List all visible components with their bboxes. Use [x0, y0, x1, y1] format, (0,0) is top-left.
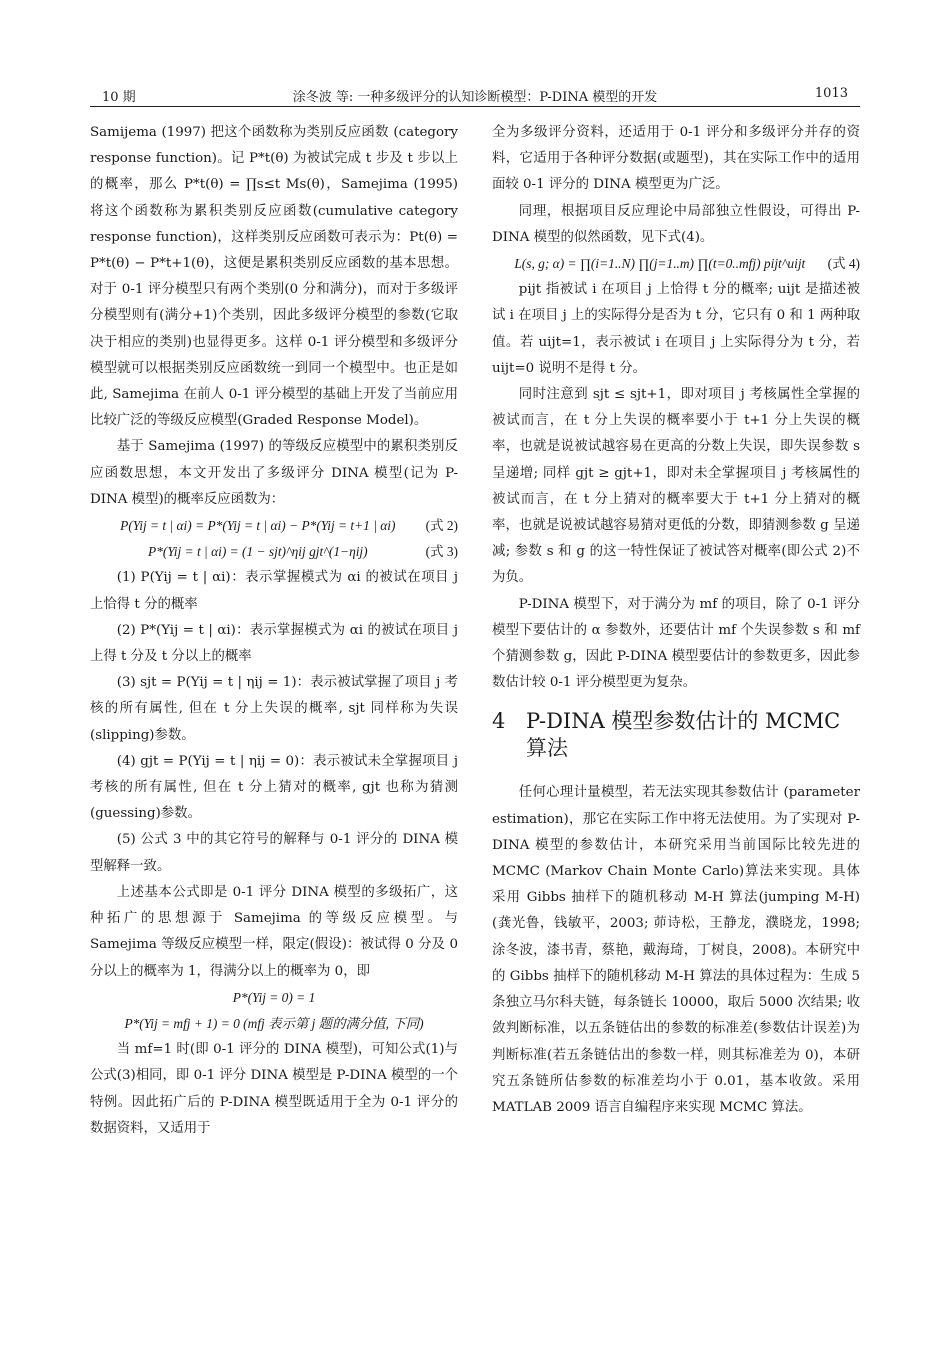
equation-3-number: (式 3): [425, 544, 458, 560]
paragraph-applicability: 全为多级评分资料，还适用于 0-1 评分和多级评分并存的资料，它适用于各种评分数据(或题型)，其在实际工作中的适用面较 0-1 评分的 DINA 模型更为广泛。: [492, 125, 860, 193]
running-title: 涂冬波 等: 一种多级评分的认知诊断模型：P-DINA 模型的开发: [292, 90, 658, 105]
paragraph-pdina-intro: 基于 Samejima (1997) 的等级反应模型中的累积类别反应函数思想，本文开发出了多级评分 DINA 模型(记为 P-DINA 模型)的概率反应函数为：: [90, 439, 458, 507]
running-header: [90, 80, 860, 107]
equation-4: [492, 251, 860, 277]
paragraph-parameter-count: P-DINA 模型下，对于满分为 mf 的项目，除了 0-1 评分模型下要估计的 α 参数外，还要估计 mf 个失误参数 s 和 mf 个猜测参数 g，因此 P-DINA 模型要估计的参数更多，因此参数估计较 0-1 评分模型更为复杂。: [492, 596, 860, 691]
equation-2: [90, 513, 458, 539]
equation-2-number: (式 2): [425, 518, 458, 534]
equation-boundary-zero: P*(Yij = 0) = 1: [232, 989, 316, 1005]
paragraph-cumulative-function: Samijema (1997) 把这个函数称为类别反应函数 (category response function)。记 P*t(θ) 为被试完成 t 步及 t 步以上的概率，那么 P*t(θ) = ∏s≤t Ms(θ)，Samejima (1995) 将这个函数称为累积类别反应函数(cumulative category response function)，这样类别反应函数可表示为：Pt(θ) = P*t(θ) − P*t+1(θ)，这便是累积类别反应函数的基本思想。对于 0-1 评分模型只有两个类别(0 分和满分)，而对于多级评分模型则有(满分+1)个类别，因此多级评分模型的参数(它取决于相应的类别)也显得更多。这样 0-1 评分模型和多级评分模型就可以根据类别反应函数统一到同一个模型中。也正是如此, Samejima 在前人 0-1 评分模型的基础上开发了当前应用比较广泛的等级反应模型(Graded Response Model)。: [90, 125, 458, 429]
definition-item-4: (4) gjt = P(Yij = t | ηij = 0)：表示被试未全掌握项目 j 考核的所有属性, 但在 t 分上猜对的概率, gjt 也称为猜测(guessing)参数。: [90, 753, 458, 822]
equation-4-number: (式 4): [827, 256, 860, 272]
definition-item-5: (5) 公式 3 中的其它符号的解释与 0-1 评分的 DINA 模型解释一致。: [90, 832, 458, 874]
left-column: [90, 120, 458, 1142]
section-number: 4: [492, 709, 506, 734]
equation-3: [90, 539, 458, 565]
paragraph-pijt-definition: pijt 指被试 i 在项目 j 上恰得 t 分的概率; uijt 是描述被试 i 在项目 j 上的实际得分是否为 t 分，它只有 0 和 1 两种取值。若 uijt=1，表示被试 i 在项目 j 上实际得分为 t 分，若 uijt=0 说明不是得 t 分。: [492, 282, 861, 376]
definition-item-2: (2) P*(Yij = t | αi)：表示掌握模式为 αi 的被试在项目 j 上得 t 分及 t 分以上的概率: [90, 622, 458, 665]
equation-4-body: L(s, g; α) = ∏(i=1..N) ∏(j=1..m) ∏(t=0..mfj) pijt^uijt: [514, 256, 806, 272]
paragraph-generalization: 上述基本公式即是 0-1 评分 DINA 模型的多级拓广，这种拓广的思想源于 Samejima 的等级反应模型。与 Samejima 等级反应模型一样，限定(假设)：被试得 0 分及 0 分以上的概率为 1，得满分以上的概率为 0，即: [90, 884, 458, 979]
paragraph-special-case: 当 mf=1 时(即 0-1 评分的 DINA 模型)，可知公式(1)与公式(3)相同，即 0-1 评分 DINA 模型是 P-DINA 模型的一个特例。因此拓广后的 P-DINA 模型既适用于全为 0-1 评分的数据资料，又适用于: [90, 1042, 458, 1136]
section-title: P-DINA 模型参数估计的 MCMC 算法: [526, 709, 841, 761]
right-column: [492, 120, 860, 1121]
equation-3-body: P*(Yij = t | αi) = (1 − sjt)^ηij gjt^(1−ηij): [148, 544, 368, 560]
definition-item-1: (1) P(Yij = t | αi)：表示掌握模式为 αi 的被试在项目 j 上恰得 t 分的概率: [90, 570, 458, 612]
paragraph-mcmc: 任何心理计量模型，若无法实现其参数估计 (parameter estimation)，那它在实际工作中将无法使用。为了实现对 P-DINA 模型的参数估计，本研究采用当前国际比较先进的 MCMC (Markov Chain Monte Carlo)算法来实现。具体采用 Gibbs 抽样下的随机移动 M-H 算法(jumping M-H) (龚光鲁，钱敏平，2003; 茆诗松，王静龙，濮晓龙，1998; 涂冬波，漆书青，蔡艳，戴海琦，丁树良，2008)。本研究中的 Gibbs 抽样下的随机移动 M-H 算法的具体过程为：生成 5 条独立马尔科夫链，每条链长 10000，取后 5000 次结果; 收敛判断标准，以五条链估出的参数的标准差(参数估计误差)为判断标准(若五条链估出的参数一样，则其标准差为 0)，本研究五条链所估参数的标准差均小于 0.01，基本收敛。采用 MATLAB 2009 语言自编程序来实现 MCMC 算法。: [492, 785, 860, 1115]
issue-label: 10 期: [102, 90, 136, 105]
paragraph-likelihood-intro: 同理，根据项目反应理论中局部独立性假设，可得出 P-DINA 模型的似然函数，见下式(4)。: [492, 203, 860, 245]
page-number: 1013: [814, 86, 848, 101]
section-heading-4: [492, 708, 860, 762]
equation-boundary-max: P*(Yij = mfj + 1) = 0 (mfj 表示第 j 题的满分值, 下同): [124, 1015, 424, 1031]
definition-item-3: (3) sjt = P(Yij = t | ηij = 1)：表示被试掌握了项目 j 考核的所有属性, 但在 t 分上失误的概率, sjt 同样称为失误(slipping)参数。: [90, 675, 458, 743]
equation-2-body: P(Yij = t | αi) = P*(Yij = t | αi) − P*(Yij = t+1 | αi): [120, 518, 396, 534]
paragraph-monotonicity: 同时注意到 sjt ≤ sjt+1，即对项目 j 考核属性全掌握的被试而言，在 t 分上失误的概率要小于 t+1 分上失误的概率，也就是说被试越容易在更高的分数上失误，即失误参数 s 呈递增; 同样 gjt ≥ gjt+1，即对未全掌握项目 j 考核属性的被试而言，在 t 分上猜对的概率要大于 t+1 分上猜对的概率，也就是说被试越容易猜对更低的分数，即猜测参数 g 呈递减; 参数 s 和 g 的这一特性保证了被试答对概率(即公式 2)不为负。: [492, 387, 860, 586]
